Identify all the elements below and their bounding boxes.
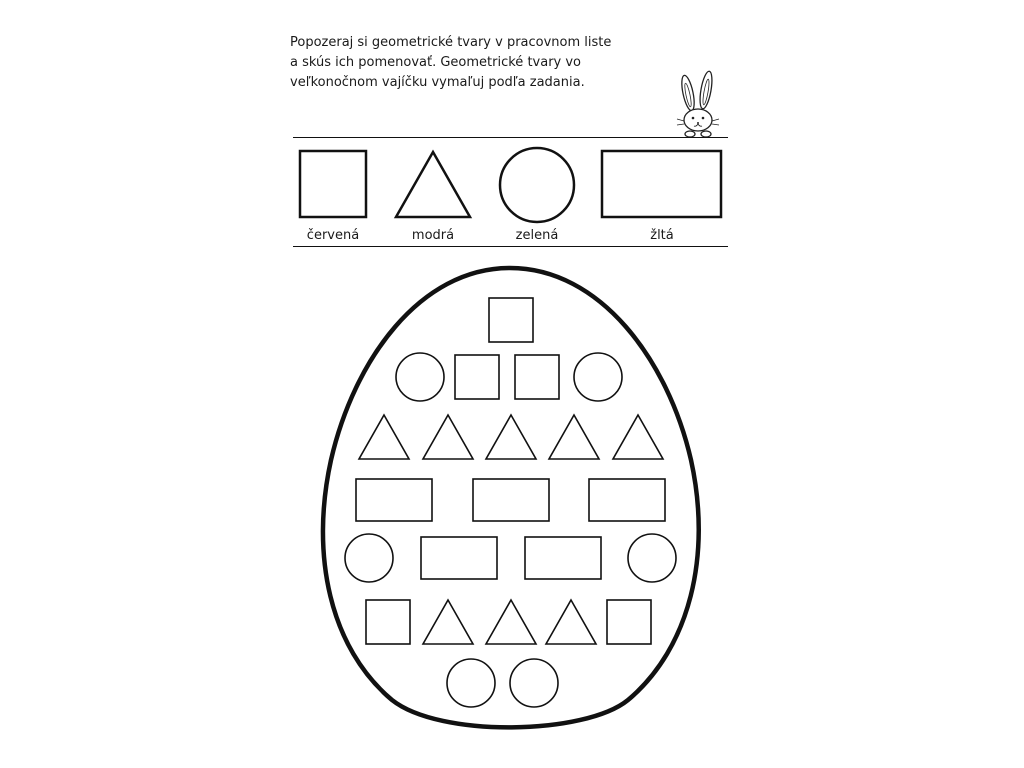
egg-triangle-r3-c5: [613, 415, 663, 459]
instructions-line-1: Popozeraj si geometrické tvary v pracovnom liste: [290, 35, 612, 50]
legend-label-triangle: modrá: [411, 228, 455, 243]
egg-circle-r2-c4: [574, 353, 622, 401]
egg-square-r1-c1: [489, 298, 533, 342]
egg-rectangle-r5-c3: [525, 537, 601, 579]
instructions-line-2: a skús ich pomenovať. Geometrické tvary vo: [290, 55, 582, 70]
egg-triangle-r6-c3: [486, 600, 536, 644]
egg-circle-r7-c1: [447, 659, 495, 707]
legend-label-square: červená: [306, 228, 360, 243]
egg-square-r6-c5: [607, 600, 651, 644]
egg-rectangle-r5-c2: [421, 537, 497, 579]
egg-triangle-r3-c2: [423, 415, 473, 459]
egg-circle-r5-c4: [628, 534, 676, 582]
egg-triangle-r3-c1: [359, 415, 409, 459]
egg-rectangle-r4-c1: [356, 479, 432, 521]
egg-triangle-r6-c4: [546, 600, 596, 644]
egg-circle-r7-c2: [510, 659, 558, 707]
egg-square-r6-c1: [366, 600, 410, 644]
egg-triangle-r6-c2: [423, 600, 473, 644]
egg-triangle-r3-c3: [486, 415, 536, 459]
egg-triangle-r3-c4: [549, 415, 599, 459]
egg-square-r2-c2: [455, 355, 499, 399]
legend-label-circle: zelená: [515, 228, 559, 243]
egg-circle-r5-c1: [345, 534, 393, 582]
egg-rectangle-r4-c3: [589, 479, 665, 521]
egg-rectangle-r4-c2: [473, 479, 549, 521]
egg-square-r2-c3: [515, 355, 559, 399]
egg-outline: [323, 268, 699, 727]
legend-label-rectangle: žltá: [650, 228, 674, 243]
instructions-line-3: veľkonočnom vajíčku vymaľuj podľa zadania.: [290, 75, 585, 90]
egg-circle-r2-c1: [396, 353, 444, 401]
